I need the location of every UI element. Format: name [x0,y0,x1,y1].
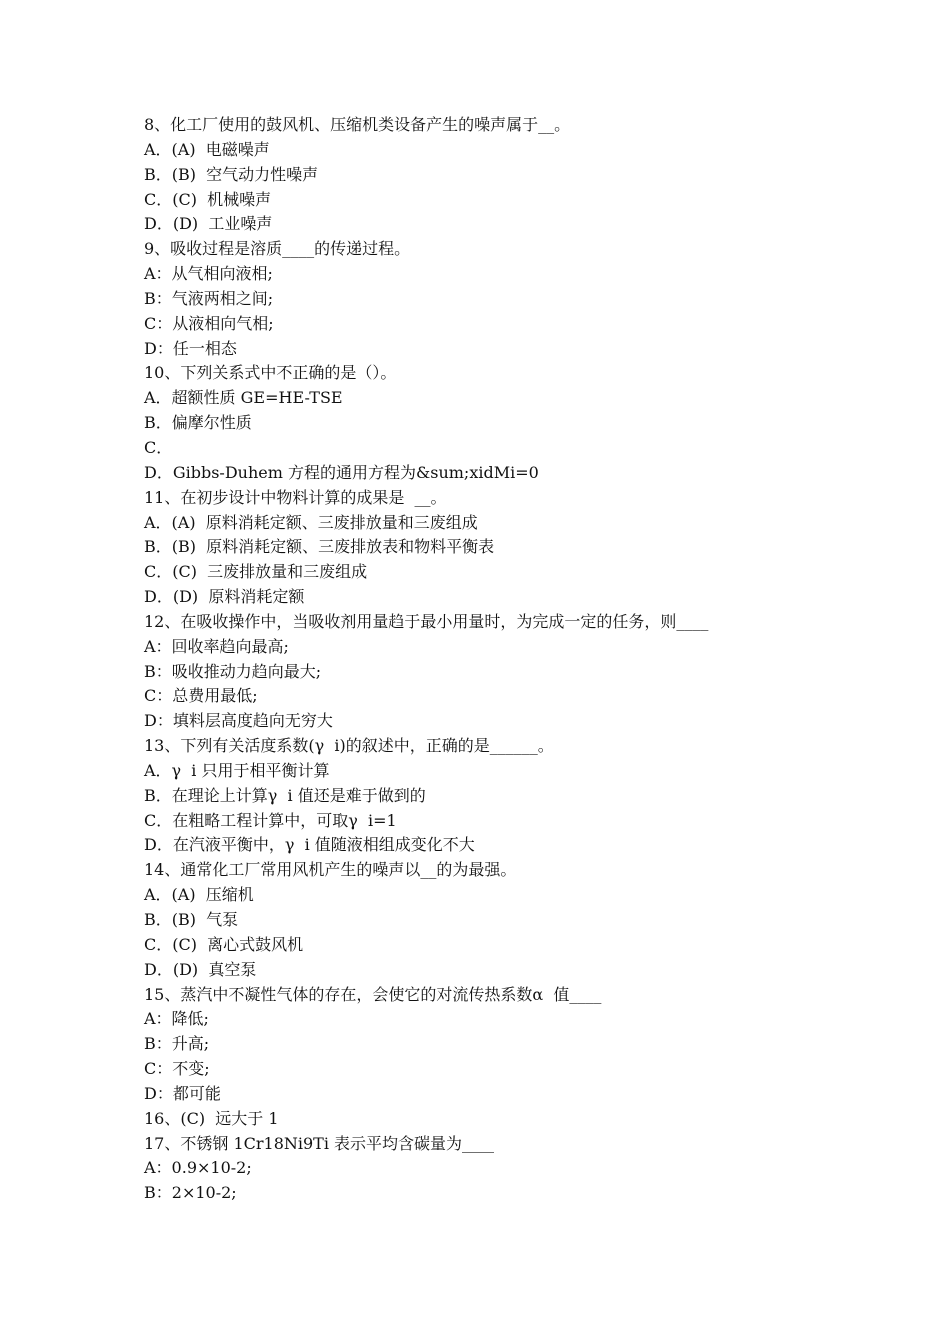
text-line: C：从液相向气相; [144,313,274,333]
text-line: 11、在初步设计中物料计算的成果是 __。 [144,487,447,507]
text-line: B：气液两相之间; [144,288,274,308]
text-line: A：回收率趋向最高; [144,636,289,656]
text-line: C． [144,437,173,457]
text-line: C．在粗略工程计算中，可取γ i=1 [144,810,397,830]
text-line: 14、通常化工厂常用风机产生的噪声以__的为最强。 [144,860,517,880]
text-line: 8、化工厂使用的鼓风机、压缩机类设备产生的噪声属于__。 [144,115,571,134]
text-line: C：不变; [144,1059,210,1079]
text-line: B．在理论上计算γ i 值还是难于做到的 [144,785,426,805]
text-line: A．(A) 压缩机 [144,885,254,905]
text-line: A．(A) 原料消耗定额、三废排放量和三废组成 [144,512,478,532]
text-line: B．(B) 原料消耗定额、三废排放表和物料平衡表 [144,537,495,557]
text-line: B．(B) 空气动力性噪声 [144,164,319,184]
text-line: 16、(C) 远大于 1 [144,1108,279,1128]
text-line: B：升高; [144,1034,210,1054]
text-line: C．(C) 离心式鼓风机 [144,934,304,954]
text-line: B．(B) 气泵 [144,910,239,929]
text-line: D．在汽液平衡中，γ i 值随液相组成变化不大 [144,835,475,855]
text-line: A：降低; [144,1009,209,1029]
text-line: 12、在吸收操作中，当吸收剂用量趋于最小用量时，为完成一定的任务，则____ [144,611,709,631]
text-line: D．(D) 工业噪声 [144,214,273,234]
text-line: 10、下列关系式中不正确的是（）。 [144,363,397,383]
text-line: B：2×10-2; [144,1183,237,1203]
text-line: B．偏摩尔性质 [144,413,252,433]
text-line: D．(D) 真空泵 [144,959,257,979]
text-line: C．(C) 三废排放量和三废组成 [144,562,368,582]
text-line: D：任一相态 [144,338,237,358]
text-line: 9、吸收过程是溶质____的传递过程。 [144,239,411,259]
text-line: A．γ i 只用于相平衡计算 [144,760,330,780]
text-line: 17、不锈钢 1Cr18Ni9Ti 表示平均含碳量为____ [144,1133,495,1153]
text-line: D．(D) 原料消耗定额 [144,587,305,607]
text-line: D．Gibbs-Duhem 方程的通用方程为&sum;xidMi=0 [144,462,539,482]
text-line: C．(C) 机械噪声 [144,189,272,209]
text-line: 15、蒸汽中不凝性气体的存在，会使它的对流传热系数α 值____ [144,984,602,1004]
text-line: A．(A) 电磁噪声 [144,139,270,159]
text-line: D：都可能 [144,1083,221,1103]
text-line: C：总费用最低; [144,686,258,706]
text-line: D：填料层高度趋向无穷大 [144,711,333,731]
text-line: B：吸收推动力趋向最大; [144,661,322,681]
text-line: 13、下列有关活度系数(γ i)的叙述中，正确的是______。 [144,736,554,756]
text-line: A：从气相向液相; [144,264,273,284]
text-line: A：0.9×10-2; [144,1158,252,1178]
document-text [144,113,834,1206]
text-line: A．超额性质 GE=HE-TSE [144,388,343,408]
